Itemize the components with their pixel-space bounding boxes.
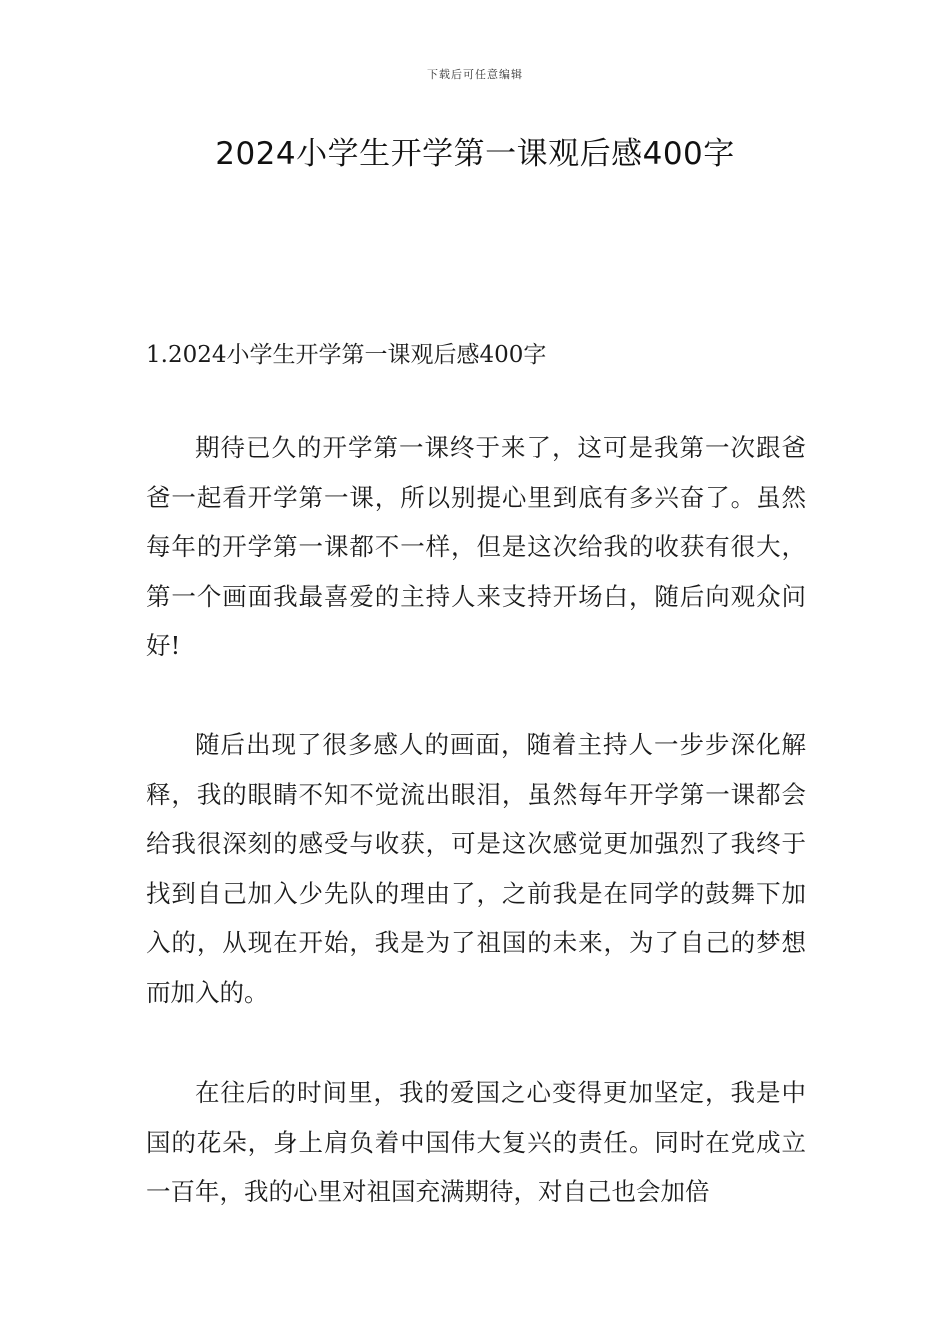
paragraph-3: 在往后的时间里，我的爱国之心变得更加坚定，我是中国的花朵，身上肩负着中国伟大复兴的责任。同时在党成立一百年，我的心里对祖国充满期待，对自己也会加倍 <box>146 1078 806 1206</box>
header-note: 下载后可任意编辑 <box>427 68 523 81</box>
paragraph-1: 期待已久的开学第一课终于来了，这可是我第一次跟爸爸一起看开学第一课，所以别提心里到底有多兴奋了。虽然每年的开学第一课都不一样，但是这次给我的收获有很大，第一个画面我最喜爱的主持人来支持开场白，随后向观众问好! <box>146 433 806 660</box>
section-heading: 1.2024小学生开学第一课观后感400字 <box>146 342 547 368</box>
paragraph-2: 随后出现了很多感人的画面，随着主持人一步步深化解释，我的眼睛不知不觉流出眼泪，虽然每年开学第一课都会给我很深刻的感受与收获，可是这次感觉更加强烈了我终于找到自己加入少先队的理由了，之前我是在同学的鼓舞下加入的，从现在开始，我是为了祖国的未来，为了自己的梦想而加入的。 <box>146 730 806 1007</box>
page-title: 2024小学生开学第一课观后感400字 <box>215 136 735 172</box>
